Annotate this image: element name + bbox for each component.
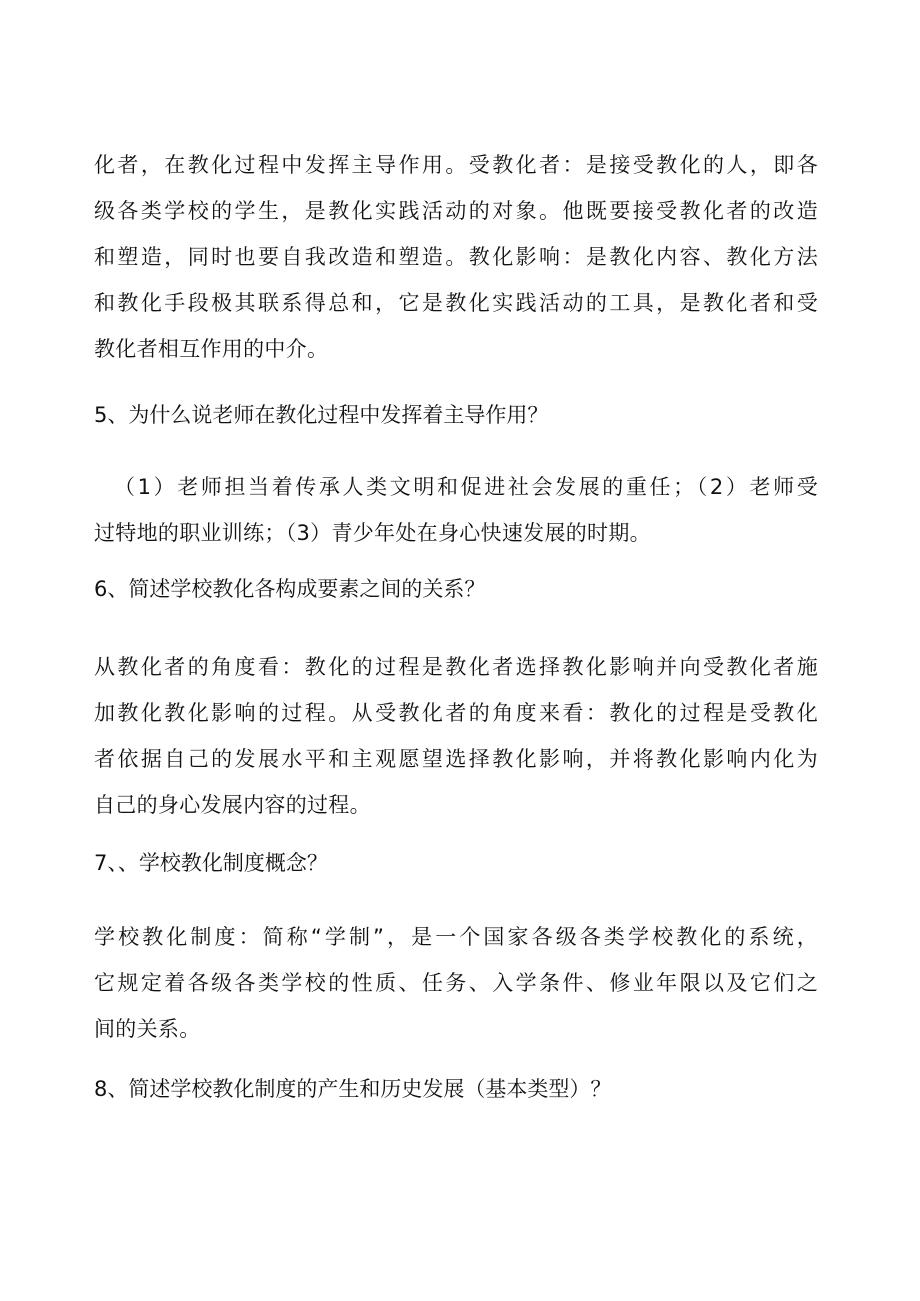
text-line: 级各类学校的学生，是教化实践活动的对象。他既要接受教化者的改造	[94, 199, 818, 223]
paragraph-education-elements	[94, 142, 818, 372]
answer-5	[94, 464, 818, 556]
text-line: 间的关系。	[94, 1017, 201, 1041]
text-line: （1）老师担当着传承人类文明和促进社会发展的重任；（2）老师受	[114, 475, 818, 499]
text-line: 和塑造，同时也要自我改造和塑造。教化影响：是教化内容、教化方法	[94, 245, 818, 269]
text-line: 加教化教化影响的过程。从受教化者的角度来看：教化的过程是受教化	[94, 701, 818, 725]
question-5: 5、为什么说老师在教化过程中发挥着主导作用？	[94, 403, 549, 427]
question-6: 6、简述学校教化各构成要素之间的关系？	[94, 577, 486, 601]
text-line: 过特地的职业训练；（3）青少年处在身心快速发展的时期。	[94, 521, 651, 545]
question-8: 8、简述学校教化制度的产生和历史发展（基本类型）？	[94, 1077, 612, 1101]
text-line: 学校教化制度：简称“学制”，是一个国家各级各类学校教化的系统，	[94, 925, 818, 949]
text-line: 它规定着各级各类学校的性质、任务、入学条件、修业年限以及它们之	[94, 971, 818, 995]
text-line: 和教化手段极其联系得总和，它是教化实践活动的工具，是教化者和受	[94, 291, 818, 315]
text-line: 教化者相互作用的中介。	[94, 337, 329, 361]
answer-7	[94, 914, 818, 1052]
text-line: 化者，在教化过程中发挥主导作用。受教化者：是接受教化的人，即各	[94, 153, 818, 177]
answer-6	[94, 644, 818, 828]
question-7: 7、、学校教化制度概念？	[94, 851, 328, 875]
text-line: 者依据自己的发展水平和主观愿望选择教化影响，并将教化影响内化为	[94, 747, 818, 771]
text-line: 自己的身心发展内容的过程。	[94, 793, 371, 817]
text-line: 从教化者的角度看：教化的过程是教化者选择教化影响并向受教化者施	[94, 655, 818, 679]
